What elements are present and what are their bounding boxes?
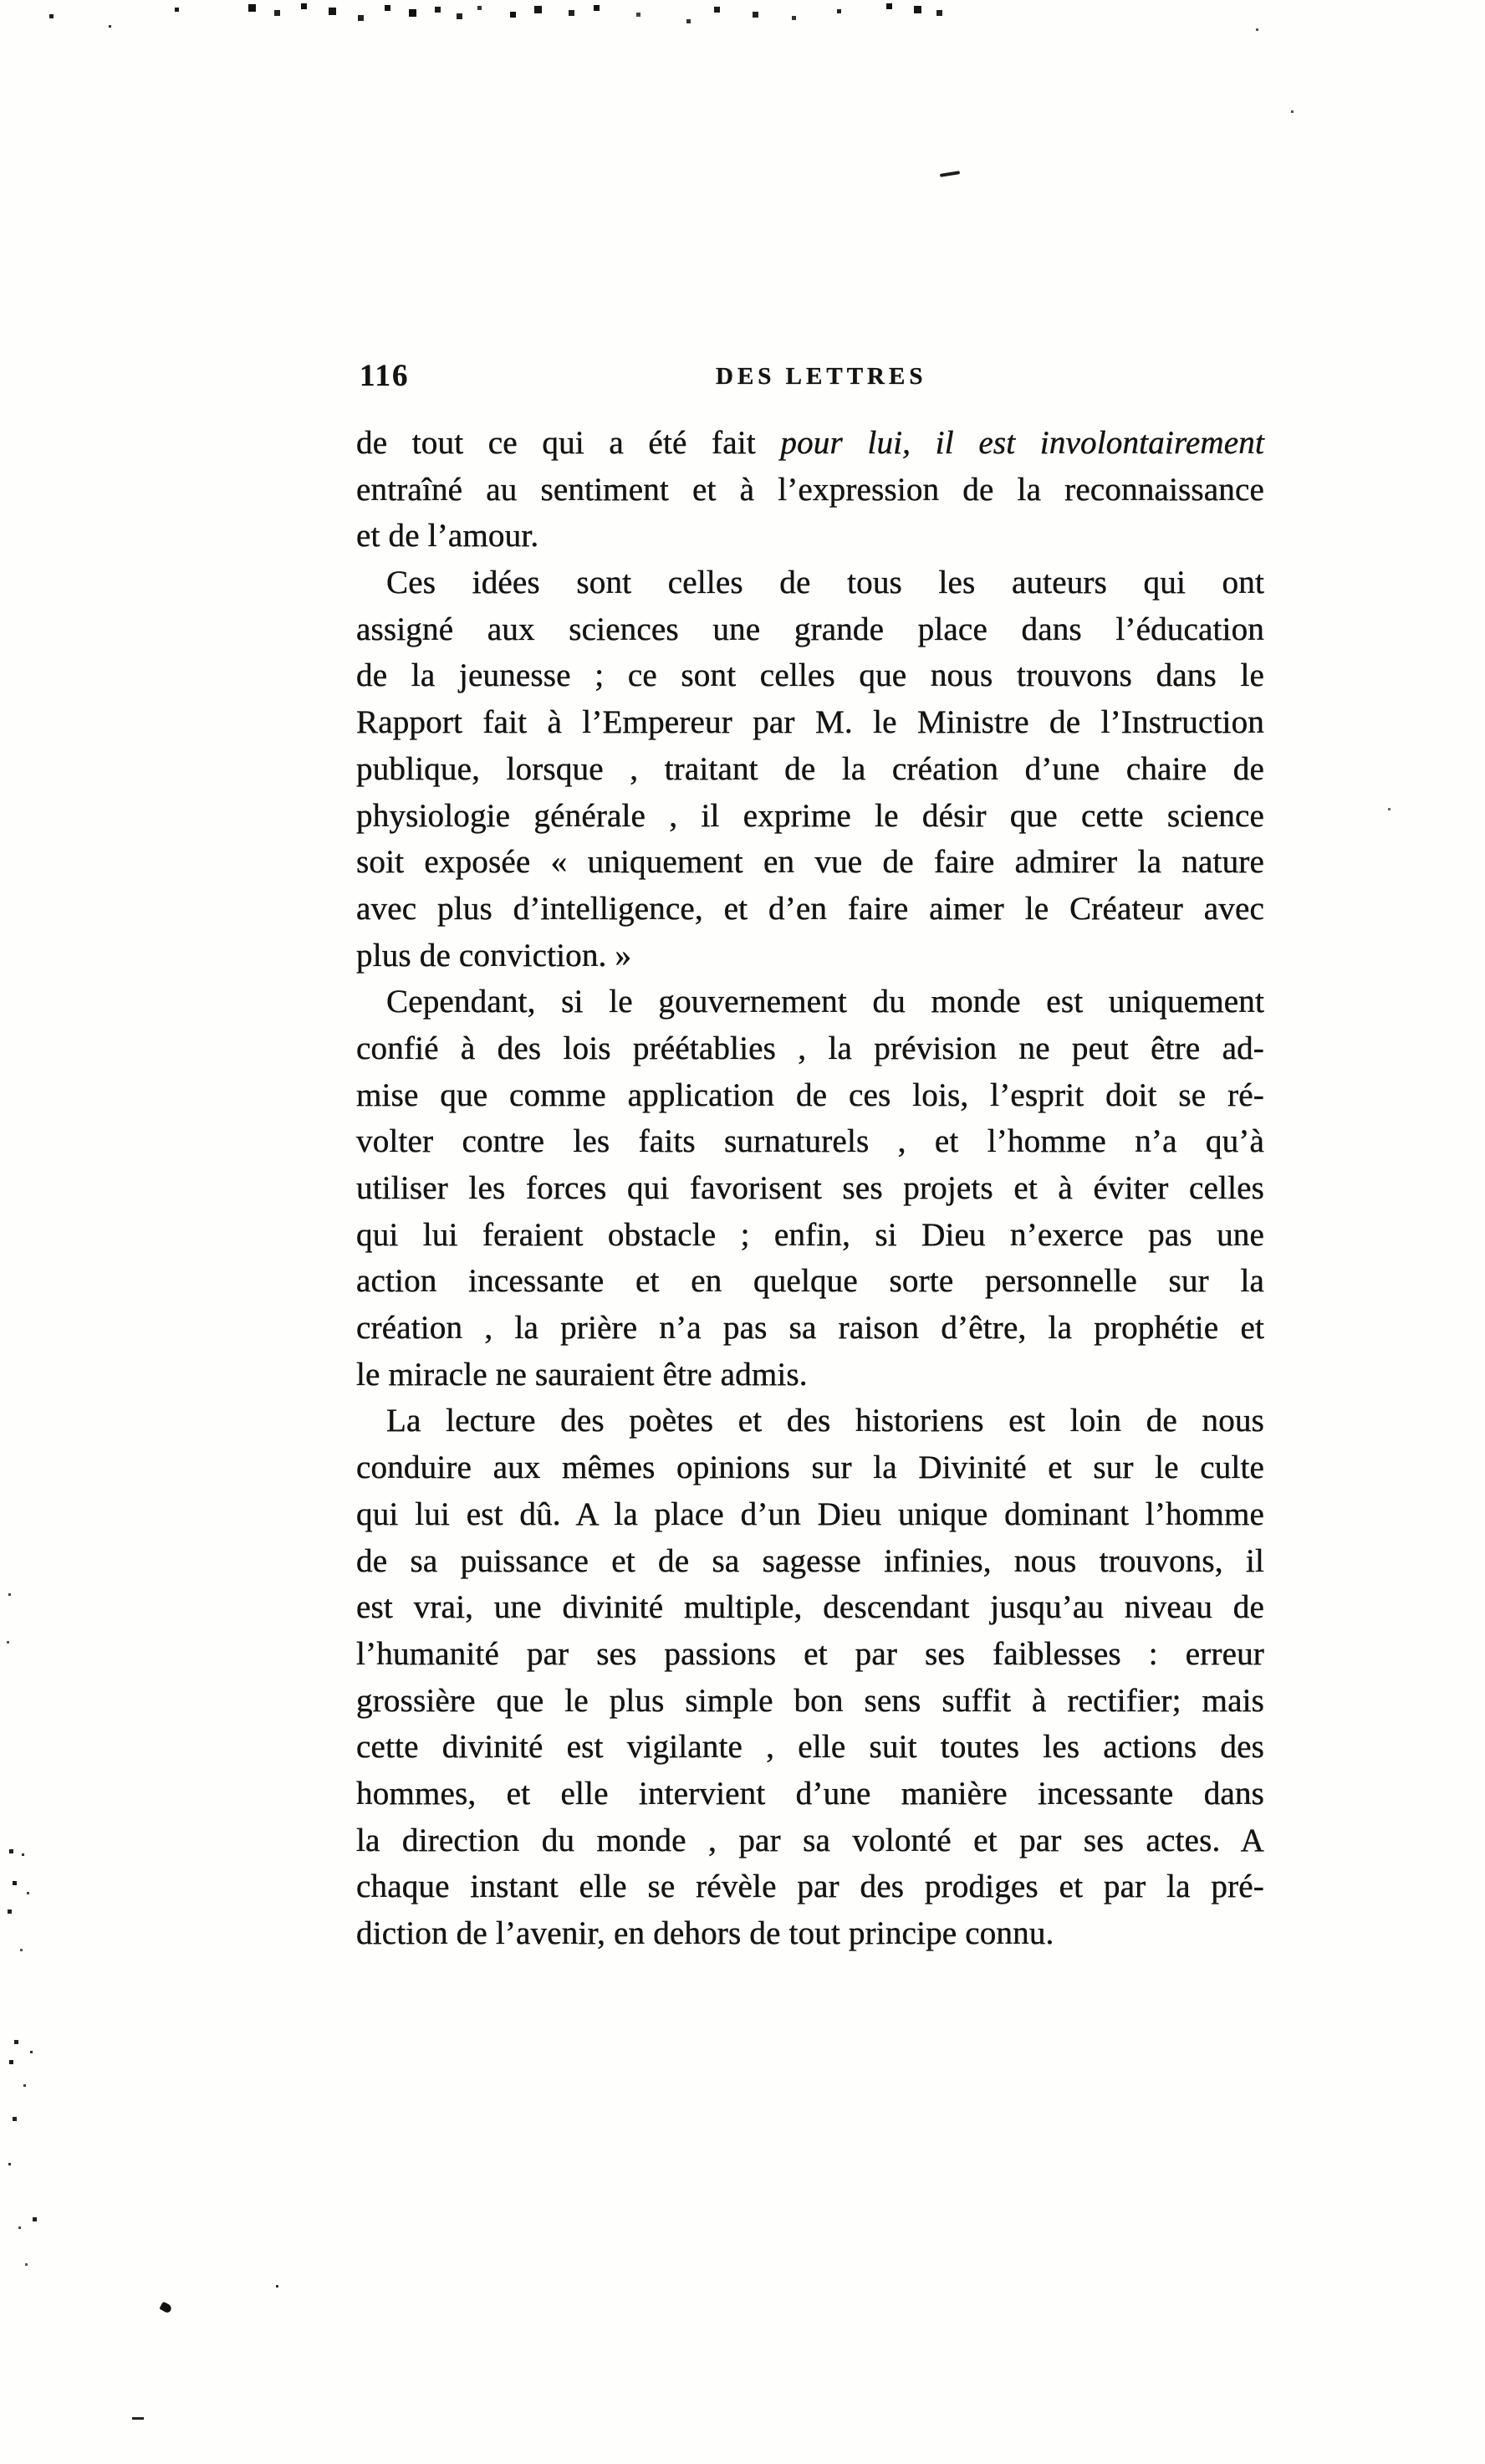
text-line — [356, 652, 1264, 699]
text-block — [356, 420, 1264, 1957]
text-segment: et de l’amour. — [356, 518, 539, 555]
paragraph — [356, 420, 1264, 560]
text-line — [356, 513, 1264, 560]
text-segment: entraîné au sentiment et à l’expression de la reconnaissance — [356, 471, 1264, 508]
text-segment: avec plus d’intelligence, et d’en faire aimer le Créateur avec — [356, 890, 1264, 927]
text-segment: grossière que le plus simple bon sens suffit à rectifier; mais — [356, 1682, 1264, 1719]
italic-text-segment: pour lui, il est involontairement — [780, 425, 1264, 461]
text-line — [356, 1910, 1264, 1957]
text-segment: conduire aux mêmes opinions sur la Divinité et sur le culte — [356, 1449, 1264, 1486]
scan-noise-left-margin — [0, 0, 3, 3]
text-line — [356, 1817, 1264, 1864]
text-line — [356, 699, 1264, 746]
text-segment: qui lui feraient obstacle ; enfin, si Dieu n’exerce pas une — [356, 1216, 1264, 1253]
paragraph — [356, 560, 1264, 979]
text-line — [356, 746, 1264, 793]
text-segment: La lecture des poètes et des historiens est loin de nous — [386, 1403, 1264, 1439]
text-line — [356, 1863, 1264, 1910]
text-line — [356, 1212, 1264, 1259]
running-title: DES LETTRES — [716, 363, 927, 390]
text-line — [356, 560, 1264, 606]
text-segment: diction de l’avenir, en dehors de tout principe connu. — [356, 1915, 1054, 1951]
text-line — [356, 467, 1264, 514]
text-segment: volter contre les faits surnaturels , et l’homme n’a qu’à — [356, 1123, 1264, 1160]
scan-artifact-mark — [132, 2417, 144, 2420]
text-segment: la direction du monde , par sa volonté et par ses actes. A — [356, 1822, 1264, 1858]
text-line — [356, 933, 1264, 979]
text-line — [356, 1258, 1264, 1305]
text-segment: plus de conviction. » — [356, 937, 632, 974]
text-segment: est vrai, une divinité multiple, descendant jusqu’au niveau de — [356, 1589, 1264, 1626]
text-line — [356, 1678, 1264, 1725]
text-line — [356, 1631, 1264, 1678]
scan-artifact-blob — [159, 2302, 172, 2314]
text-line — [356, 1025, 1264, 1072]
text-line — [356, 886, 1264, 933]
text-segment: assigné aux sciences une grande place dans l’éducation — [356, 611, 1264, 647]
text-line — [356, 1491, 1264, 1538]
text-segment: action incessante et en quelque sorte personnelle sur la — [356, 1263, 1264, 1300]
text-segment: l’humanité par ses passions et par ses faiblesses : erreur — [356, 1635, 1264, 1672]
text-segment: hommes, et elle intervient d’une manière incessante dans — [356, 1775, 1264, 1812]
text-segment: Cependant, si le gouvernement du monde est uniquement — [386, 984, 1264, 1020]
text-segment: Ces idées sont celles de tous les auteurs qui ont — [386, 565, 1264, 601]
text-segment: de la jeunesse ; ce sont celles que nous trouvons dans le — [356, 657, 1264, 694]
text-segment: chaque instant elle se révèle par des prodiges et par la pré- — [356, 1868, 1264, 1905]
text-line — [356, 1352, 1264, 1398]
scan-artifact-dash — [940, 171, 960, 177]
text-line — [356, 420, 1264, 467]
text-line — [356, 839, 1264, 886]
text-line — [356, 1072, 1264, 1119]
paragraph — [356, 979, 1264, 1398]
paragraph — [356, 1398, 1264, 1956]
text-line — [356, 1165, 1264, 1212]
text-line — [356, 1584, 1264, 1631]
text-segment: utiliser les forces qui favorisent ses projets et à éviter celles — [356, 1170, 1264, 1206]
text-line — [356, 1444, 1264, 1491]
text-segment: soit exposée « uniquement en vue de faire admirer la nature — [356, 844, 1264, 881]
text-segment: publique, lorsque , traitant de la création d’une chaire de — [356, 750, 1264, 787]
text-segment: qui lui est dû. A la place d’un Dieu unique dominant l’homme — [356, 1495, 1264, 1532]
text-segment: création , la prière n’a pas sa raison d’être, la prophétie et — [356, 1310, 1264, 1347]
text-segment: le miracle ne sauraient être admis. — [356, 1356, 808, 1393]
text-segment: de tout ce qui a été fait — [356, 425, 781, 461]
text-segment: confié à des lois préétablies , la prévision ne peut être ad- — [356, 1030, 1264, 1066]
text-segment: mise que comme application de ces lois, l’esprit doit se ré- — [356, 1076, 1264, 1113]
text-line — [356, 979, 1264, 1025]
text-line — [356, 1398, 1264, 1444]
text-segment: de sa puissance et de sa sagesse infinies, nous trouvons, il — [356, 1542, 1264, 1579]
text-line — [356, 1305, 1264, 1352]
text-line — [356, 1538, 1264, 1585]
text-line — [356, 606, 1264, 653]
text-segment: physiologie générale , il exprime le désir que cette science — [356, 797, 1264, 834]
page-number: 116 — [360, 359, 410, 393]
text-segment: Rapport fait à l’Empereur par M. le Ministre de l’Instruction — [356, 704, 1264, 741]
text-line — [356, 1771, 1264, 1817]
text-line — [356, 1118, 1264, 1165]
text-line — [356, 1724, 1264, 1771]
text-line — [356, 793, 1264, 840]
text-segment: cette divinité est vigilante , elle suit toutes les actions des — [356, 1729, 1264, 1766]
